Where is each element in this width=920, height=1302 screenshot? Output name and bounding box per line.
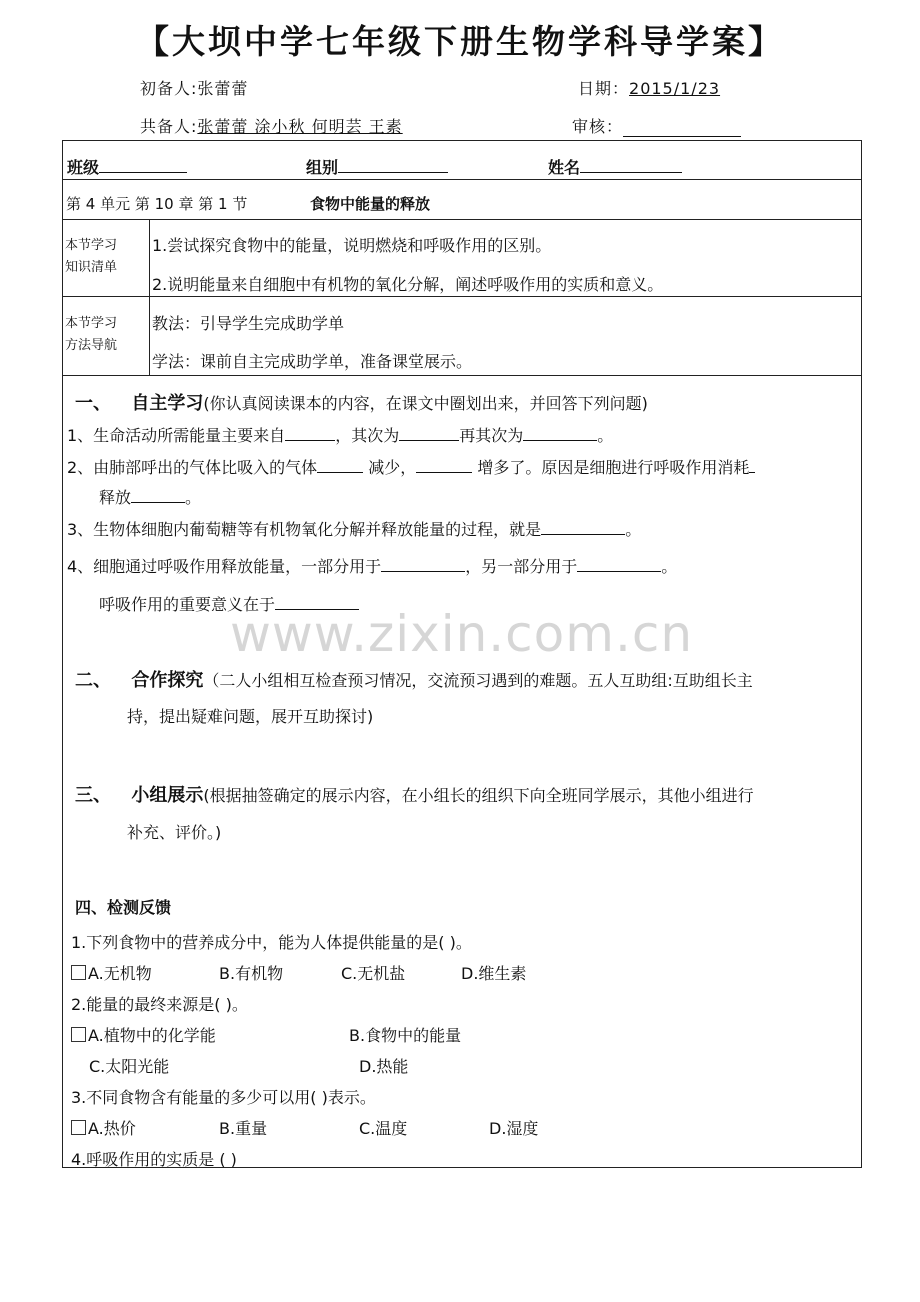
watermark: www.zixin.com.cn: [230, 605, 694, 663]
option-d[interactable]: D.热能: [359, 1057, 409, 1076]
page-title: 【大坝中学七年级下册生物学科导学案】: [136, 22, 784, 61]
section-1-number: 一、: [75, 393, 111, 414]
name-field: [548, 155, 682, 178]
checkbox[interactable]: [71, 1027, 86, 1042]
class-field: [67, 155, 187, 178]
q1-text: 再其次为: [459, 426, 524, 445]
section-2-title: 合作探究: [131, 670, 204, 691]
divider: [63, 375, 861, 376]
q4-blank-1[interactable]: [381, 556, 465, 572]
option-b[interactable]: B.食物中的能量: [349, 1026, 462, 1045]
section-3-note: (根据抽签确定的展示内容，在小组长的组织下向全班同学展示，其他小组进行: [203, 786, 754, 805]
option-c[interactable]: C.太阳光能: [89, 1057, 170, 1076]
method-label-line2: 方法导航: [65, 338, 118, 353]
group-field: [306, 155, 448, 178]
option-c[interactable]: C.温度: [359, 1119, 408, 1138]
q2-text: 。: [185, 488, 202, 507]
q4-text: 。: [661, 557, 678, 576]
knowledge-label-line1: 本节学习: [65, 238, 118, 253]
option-a[interactable]: A.无机物: [88, 964, 152, 983]
option-a[interactable]: A.热价: [88, 1119, 136, 1138]
option-c[interactable]: C.无机盐: [341, 964, 406, 983]
section-3-note-cont: 补充、评价。): [127, 823, 222, 842]
q2-text: 增多了。原因是细胞进行呼吸作用消耗: [472, 458, 750, 477]
preparer-label: 初备人:: [140, 79, 198, 98]
q2-text: 减少，: [363, 458, 417, 477]
lesson-topic: 食物中能量的释放: [310, 195, 431, 213]
q3-text: 。: [625, 520, 642, 539]
knowledge-label-line2: 知识清单: [65, 260, 118, 275]
test-q3-options: [71, 1116, 539, 1139]
date-label: 日期：: [578, 79, 630, 98]
q2-text: 释放: [99, 488, 132, 507]
co-preparer-label: 共备人:: [140, 117, 198, 136]
name-label: 姓名: [548, 158, 581, 177]
knowledge-item: 1.尝试探究食物中的能量，说明燃烧和呼吸作用的区别。: [152, 236, 552, 255]
q2-blank-2[interactable]: [416, 457, 472, 473]
preparer-row: [140, 76, 248, 99]
review-label: 审核：: [572, 117, 624, 136]
test-question-3: 3.不同食物含有能量的多少可以用( )表示。: [71, 1088, 376, 1107]
q4-text: 4、细胞通过呼吸作用释放能量，一部分用于: [67, 557, 382, 576]
preparer-value: 张蕾蕾: [197, 79, 249, 98]
learning-method: 学法：课前自主完成助学单，准备课堂展示。: [152, 352, 473, 371]
test-question-2: 2.能量的最终来源是( )。: [71, 995, 248, 1014]
question-1: [67, 423, 613, 446]
class-blank[interactable]: [99, 157, 187, 173]
test-question-1: 1.下列食物中的营养成分中，能为人体提供能量的是( )。: [71, 933, 472, 952]
q1-blank-3[interactable]: [523, 425, 597, 441]
q4-text: 呼吸作用的重要意义在于: [99, 595, 276, 614]
co-preparer-row: [140, 114, 403, 137]
q2-blank-3[interactable]: [749, 457, 755, 473]
q1-text: 1、生命活动所需能量主要来自: [67, 426, 286, 445]
option-d[interactable]: D.维生素: [461, 964, 527, 983]
section-1-note: (你认真阅读课本的内容，在课文中圈划出来，并回答下列问题): [203, 394, 648, 413]
section-3-number: 三、: [75, 785, 111, 806]
teaching-method: 教法：引导学生完成助学单: [152, 314, 345, 333]
q2-blank-4[interactable]: [131, 487, 185, 503]
section-4-title: 四、检测反馈: [75, 898, 172, 917]
q4-blank-2[interactable]: [577, 556, 661, 572]
q3-blank[interactable]: [541, 519, 625, 535]
q1-text: ，其次为: [335, 426, 400, 445]
q1-blank-1[interactable]: [285, 425, 335, 441]
test-question-4: 4.呼吸作用的实质是 ( ): [71, 1150, 237, 1169]
section-2-heading: [75, 666, 753, 692]
question-2: [67, 455, 755, 478]
checkbox[interactable]: [71, 1120, 86, 1135]
divider: [149, 219, 150, 375]
section-2-note: （二人小组相互检查预习情况，交流预习遇到的难题。五人互助组:互助组长主: [203, 671, 753, 690]
option-b[interactable]: B.重量: [219, 1119, 268, 1138]
q3-text: 3、生物体细胞内葡萄糖等有机物氧化分解并释放能量的过程，就是: [67, 520, 542, 539]
knowledge-item: 2.说明能量来自细胞中有机物的氧化分解，阐述呼吸作用的实质和意义。: [152, 275, 664, 294]
lesson-location: 第 4 单元 第 10 章 第 1 节: [66, 195, 248, 213]
name-blank[interactable]: [580, 157, 682, 173]
date-row: [578, 76, 720, 99]
date-value: 2015/1/23: [629, 79, 721, 98]
question-4: [67, 554, 677, 577]
group-blank[interactable]: [338, 157, 448, 173]
test-q2-options-row2: [89, 1054, 409, 1077]
q4-text: ，另一部分用于: [465, 557, 578, 576]
option-b[interactable]: B.有机物: [219, 964, 284, 983]
test-q2-options-row1: [71, 1023, 462, 1046]
knowledge-label: [65, 235, 117, 279]
divider: [63, 219, 861, 220]
class-label: 班级: [67, 158, 100, 177]
group-label: 组别: [306, 158, 339, 177]
question-3: [67, 517, 641, 540]
section-2-number: 二、: [75, 670, 111, 691]
test-q1-options: [71, 961, 527, 984]
option-a[interactable]: A.植物中的化学能: [88, 1026, 216, 1045]
option-d[interactable]: D.湿度: [489, 1119, 539, 1138]
section-2-note-cont: 持，提出疑难问题，展开互助探讨): [127, 707, 374, 726]
review-blank[interactable]: [623, 120, 741, 137]
q1-text: 。: [597, 426, 614, 445]
method-label-line1: 本节学习: [65, 316, 118, 331]
q1-blank-2[interactable]: [399, 425, 459, 441]
q2-blank-1[interactable]: [317, 457, 363, 473]
question-2-cont: [99, 485, 201, 508]
section-1-heading: [75, 389, 648, 415]
checkbox[interactable]: [71, 965, 86, 980]
divider: [63, 296, 861, 297]
method-label: [65, 313, 117, 357]
co-preparer-value: 张蕾蕾 涂小秋 何明芸 王素: [197, 117, 403, 136]
section-1-title: 自主学习: [131, 393, 204, 414]
q2-text: 2、由肺部呼出的气体比吸入的气体: [67, 458, 318, 477]
section-3-title: 小组展示: [131, 785, 204, 806]
review-row: [572, 114, 741, 137]
section-3-heading: [75, 781, 754, 807]
divider: [63, 179, 861, 180]
